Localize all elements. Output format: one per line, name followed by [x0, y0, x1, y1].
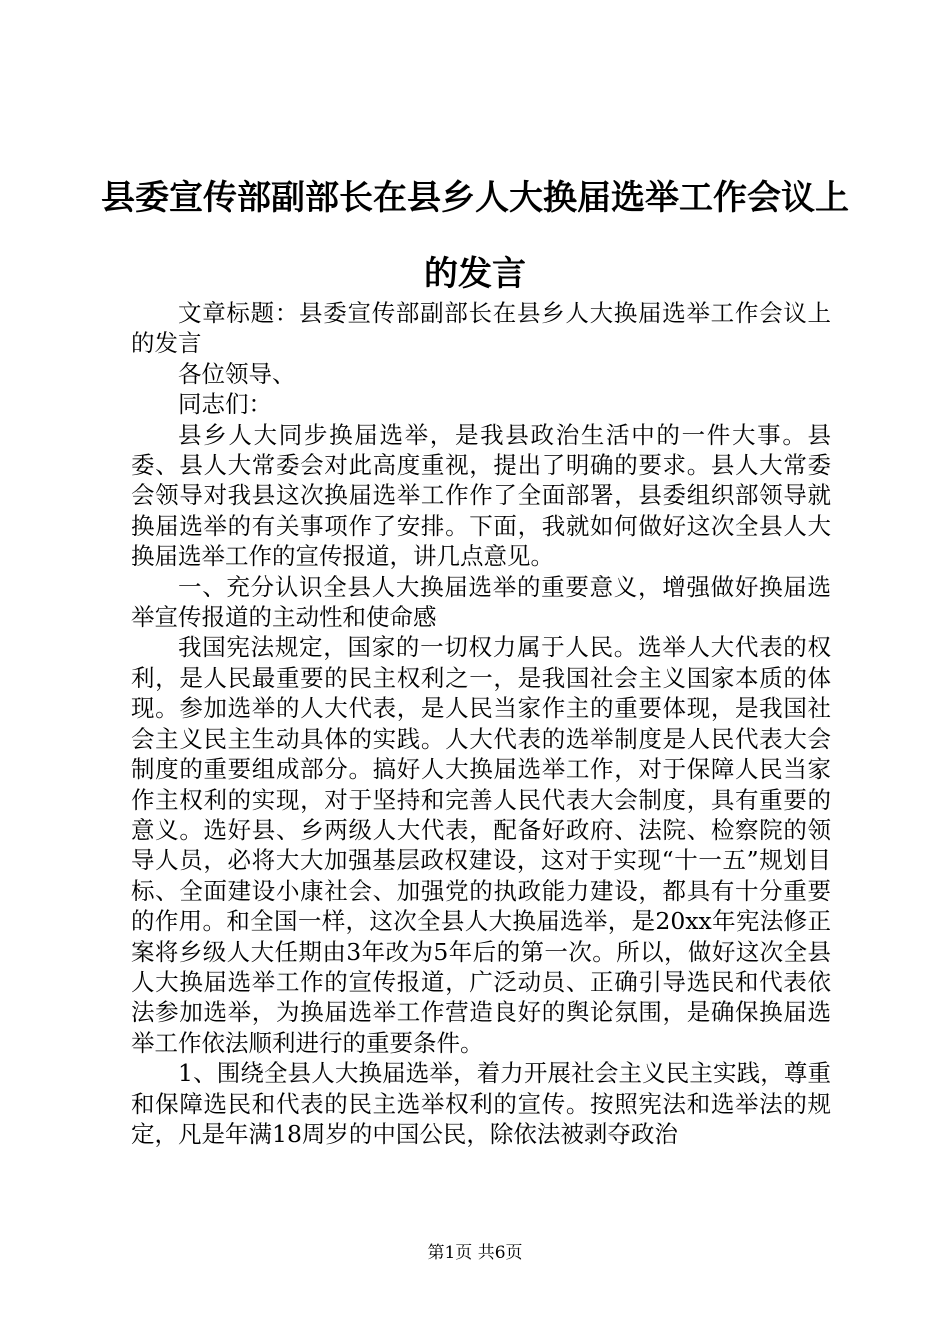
- paragraph-salutation-comrades: 同志们：: [178, 390, 272, 419]
- paragraph-item-1: 1、围绕全县人大换届选举，着力开展社会主义民主实践，尊重和保障选民和代表的民主选举权利的宣传。按照宪法和选举法的规定，凡是年满18周岁的中国公民，除依法被剥夺政治: [131, 1059, 831, 1148]
- paragraph-intro: 县乡人大同步换届选举，是我县政治生活中的一件大事。县委、县人大常委会对此高度重视，提出了明确的要求。县人大常委会领导对我县这次换届选举工作作了全面部署，县委组织部领导就换届选举的有关事项作了安排。下面，我就如何做好这次全县人大换届选举工作的宣传报道，讲几点意见。: [131, 420, 831, 571]
- paragraph-article-title: 文章标题：县委宣传部副部长在县乡人大换届选举工作会议上的发言: [131, 299, 831, 358]
- section-heading-1: 一、充分认识全县人大换届选举的重要意义，增强做好换届选举宣传报道的主动性和使命感: [131, 572, 831, 632]
- document-title: 县委宣传部副部长在县乡人大换届选举工作会议上的发言: [101, 178, 849, 294]
- paragraph-salutation-leaders: 各位领导、: [178, 359, 296, 388]
- page-footer: 第1页 共6页: [427, 1243, 523, 1263]
- paragraph-constitution: 我国宪法规定，国家的一切权力属于人民。选举人大代表的权利，是人民最重要的民主权利之一，是我国社会主义国家本质的体现。参加选举的人大代表，是人民当家作主的重要体现，是我国社会主义民主生动具体的实践。人大代表的选举制度是人民代表大会制度的重要组成部分。搞好人大换届选举工作，对于保障人民当家作主权利的实现，对于坚持和完善人民代表大会制度，具有重要的意义。选好县、乡两级人大代表，配备好政府、法院、检察院的领导人员，必将大大加强基层政权建设，这对于实现“十一五”规划目标、全面建设小康社会、加强党的执政能力建设，都具有十分重要的作用。和全国一样，这次全县人大换届选举，是20xx年宪法修正案将乡级人大任期由3年改为5年后的第一次。所以，做好这次全县人大换届选举工作的宣传报道，广泛动员、正确引导选民和代表依法参加选举，为换届选举工作营造良好的舆论氛围，是确保换届选举工作依法顺利进行的重要条件。: [131, 633, 831, 1057]
- document-body: [131, 298, 831, 1149]
